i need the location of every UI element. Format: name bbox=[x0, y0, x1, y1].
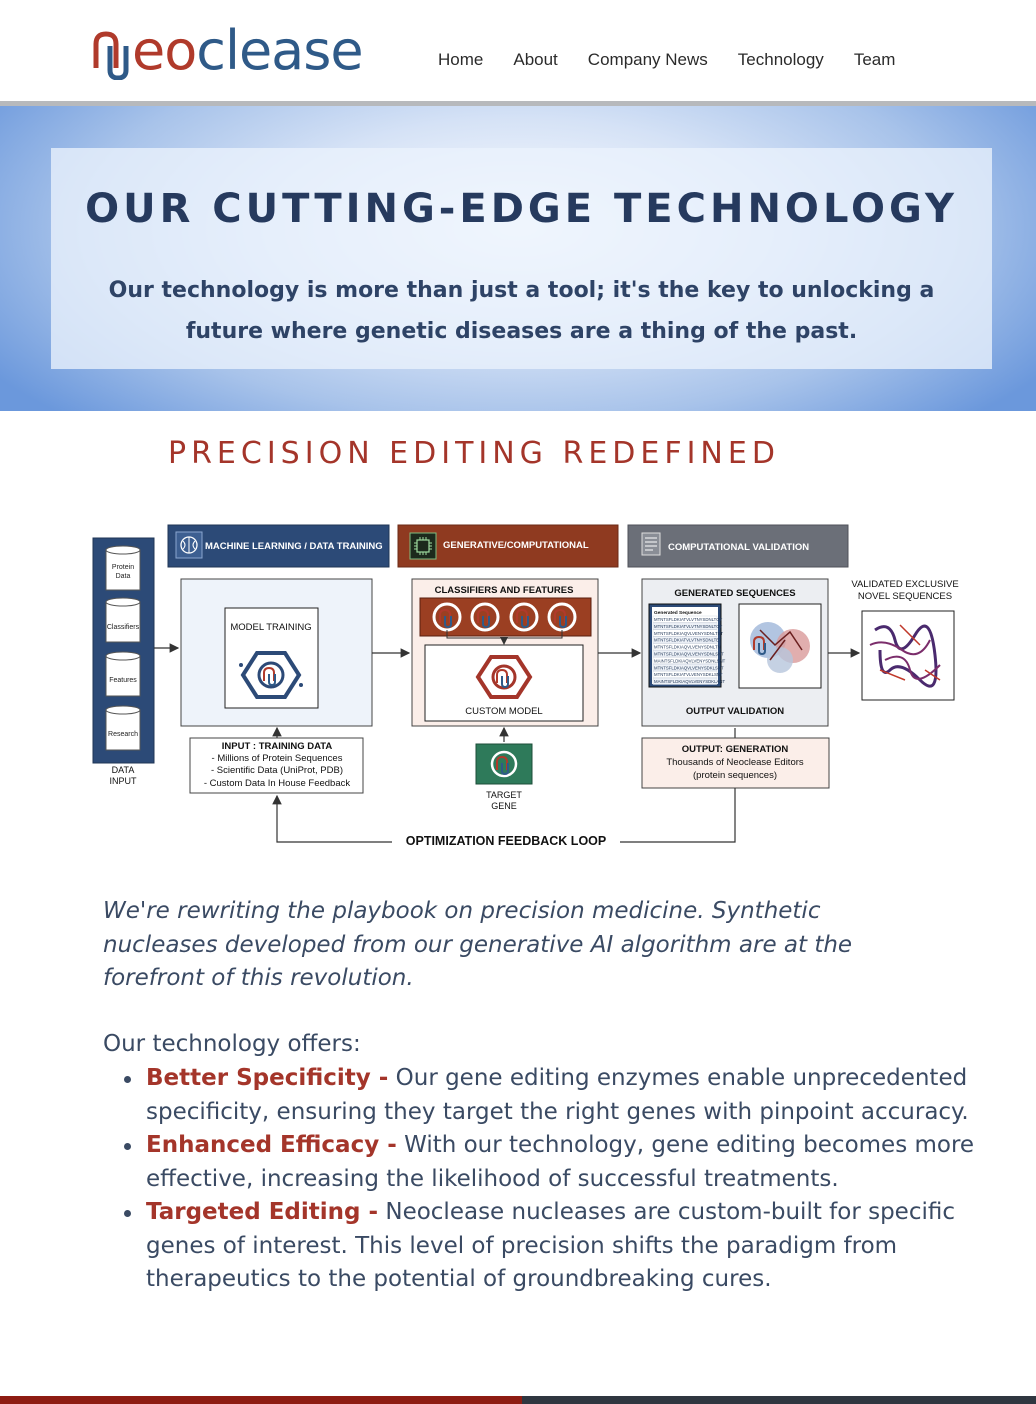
validated-label: NOVEL SEQUENCES bbox=[857, 591, 953, 602]
cylinder-research bbox=[106, 706, 140, 750]
validated-sequences bbox=[851, 579, 958, 700]
output-generation-title: OUTPUT: GENERATION bbox=[681, 744, 789, 755]
cylinder-label: Classifiers bbox=[106, 624, 140, 631]
list-item bbox=[146, 1196, 1016, 1297]
sequence-table-header: Generated Sequence bbox=[654, 611, 702, 616]
hero-title: OUR CUTTING-EDGE TECHNOLOGY bbox=[85, 186, 958, 232]
nav-home[interactable]: Home bbox=[438, 50, 484, 69]
header-label: COMPUTATIONAL VALIDATION bbox=[668, 542, 810, 553]
benefit-title: Enhanced Efficacy - bbox=[146, 1132, 397, 1158]
header-label: GENERATIVE/COMPUTATIONAL bbox=[443, 540, 589, 551]
sequence-text: MTNTSFLDKIATVLVTNYSDNLTET bbox=[654, 637, 722, 643]
data-input-label: DATA bbox=[111, 765, 135, 775]
footer-bar-left bbox=[0, 1396, 522, 1404]
benefit-title: Better Specificity - bbox=[146, 1065, 389, 1091]
custom-model-label: CUSTOM MODEL bbox=[465, 706, 543, 717]
logo-text bbox=[132, 19, 363, 82]
cylinder-label: Data bbox=[115, 573, 131, 580]
generative-panel bbox=[412, 579, 598, 726]
main-nav bbox=[438, 50, 895, 70]
benefit-text: With our technology, gene editing becomes more effective, increasing the likelihood of successful treatments. bbox=[146, 1132, 975, 1192]
cylinder-classifiers bbox=[106, 598, 140, 642]
header-label: MACHINE LEARNING / DATA TRAINING bbox=[205, 541, 383, 552]
sequence-text: MTNTSFLDKIAQVLVENYSDNLSNT bbox=[654, 651, 724, 657]
cylinder-protein-data bbox=[106, 546, 140, 590]
site-header bbox=[0, 0, 1036, 101]
ml-training-panel bbox=[181, 579, 372, 726]
hero-subtitle: Our technology is more than just a tool; it's the key to unlocking a future where genetic diseases are a thing of the past. bbox=[108, 278, 935, 344]
logo-text-clease: clease bbox=[196, 19, 363, 82]
model-training-label: MODEL TRAINING bbox=[230, 622, 312, 633]
sequence-text: MTNTSFLDKIATVLVTNYSDNLTOT bbox=[654, 617, 723, 622]
target-gene-label: GENE bbox=[491, 801, 517, 811]
logo-text-eo: eo bbox=[132, 19, 197, 82]
logo[interactable] bbox=[92, 19, 363, 82]
list-item bbox=[146, 1129, 1016, 1196]
sequence-text: MAINTSFLDKIAQVLVENYSDNLSNT bbox=[654, 658, 726, 664]
nav-about[interactable]: About bbox=[513, 50, 558, 69]
benefit-text: Our gene editing enzymes enable unprecedented specificity, ensuring they target the right genes with pinpoint accuracy. bbox=[146, 1065, 969, 1125]
sequence-text: MTNTSFLDKIATVLVTNYSDNLTOT bbox=[654, 623, 723, 629]
benefit-text: Neoclease nucleases are custom-built for specific genes of interest. This level of precision shifts the paradigm from therapeutics to the potential of groundbreaking cures. bbox=[146, 1199, 956, 1292]
benefit-title: Targeted Editing - bbox=[146, 1199, 379, 1225]
header-validation bbox=[628, 525, 848, 567]
input-training-item: - Millions of Protein Sequences bbox=[211, 753, 343, 764]
footer-bar-right bbox=[522, 1396, 1036, 1404]
data-input-label: INPUT bbox=[109, 776, 137, 786]
validation-panel bbox=[642, 579, 828, 726]
input-training-item: - Custom Data In House Feedback bbox=[203, 778, 351, 789]
benefits-list bbox=[103, 1062, 1016, 1297]
sequence-text: MTNTSFLDKIAQVLVENYSDNLTET bbox=[654, 630, 724, 636]
output-validation-label: OUTPUT VALIDATION bbox=[685, 706, 785, 717]
header-generative bbox=[398, 525, 618, 567]
sequence-text: MTNTSFLDKIATVLVENYSDKLSNT bbox=[654, 672, 723, 678]
sequence-text: MTNTSFLDKIAQVLVENYSDKLSNT bbox=[654, 665, 724, 671]
input-training-data bbox=[190, 728, 363, 793]
section-title: PRECISION EDITING REDEFINED bbox=[168, 436, 780, 471]
logo-mark-icon bbox=[92, 22, 134, 80]
nav-team[interactable]: Team bbox=[853, 50, 896, 69]
pipeline-diagram-svg bbox=[90, 520, 970, 860]
target-gene bbox=[476, 728, 532, 811]
input-training-item: - Scientific Data (UniProt, PDB) bbox=[211, 765, 343, 776]
nav-technology[interactable]: Technology bbox=[737, 50, 824, 69]
intro-paragraph: We're rewriting the playbook on precision medicine. Synthetic nucleases developed from our generative AI algorithm are at the forefront of this revolution. bbox=[103, 898, 853, 991]
input-training-title: INPUT : TRAINING DATA bbox=[221, 741, 333, 752]
cylinder-label: Research bbox=[108, 731, 138, 738]
cylinder-label: Protein bbox=[111, 564, 135, 571]
cylinder-label: Features bbox=[109, 677, 137, 684]
offers-label: Our technology offers: bbox=[103, 1031, 361, 1057]
cylinder-features bbox=[106, 652, 140, 696]
feedback-loop-label: OPTIMIZATION FEEDBACK LOOP bbox=[405, 834, 607, 848]
sequence-text: MTNTSFLDKIAQVLVENYSDNLTN bbox=[654, 644, 721, 650]
document-icon bbox=[642, 533, 660, 555]
nav-company-news[interactable]: Company News bbox=[587, 50, 708, 69]
output-generation-text: Thousands of Neoclease Editors bbox=[666, 757, 804, 768]
generated-sequences-label: GENERATED SEQUENCES bbox=[674, 588, 796, 599]
data-input-column bbox=[93, 538, 154, 786]
output-generation bbox=[642, 728, 829, 788]
classifiers-features-label: CLASSIFIERS AND FEATURES bbox=[434, 585, 574, 596]
output-generation-text: (protein sequences) bbox=[693, 770, 777, 781]
header-ml-training bbox=[168, 525, 389, 567]
hero-banner bbox=[0, 106, 1036, 411]
hero-box bbox=[51, 148, 992, 369]
list-item bbox=[146, 1062, 1016, 1129]
validated-label: VALIDATED EXCLUSIVE bbox=[851, 579, 959, 590]
target-gene-label: TARGET bbox=[486, 790, 522, 800]
sequence-text: MAINTSFLDKIAQVLVENYSDKLANT bbox=[654, 679, 726, 685]
technology-diagram bbox=[90, 520, 970, 860]
